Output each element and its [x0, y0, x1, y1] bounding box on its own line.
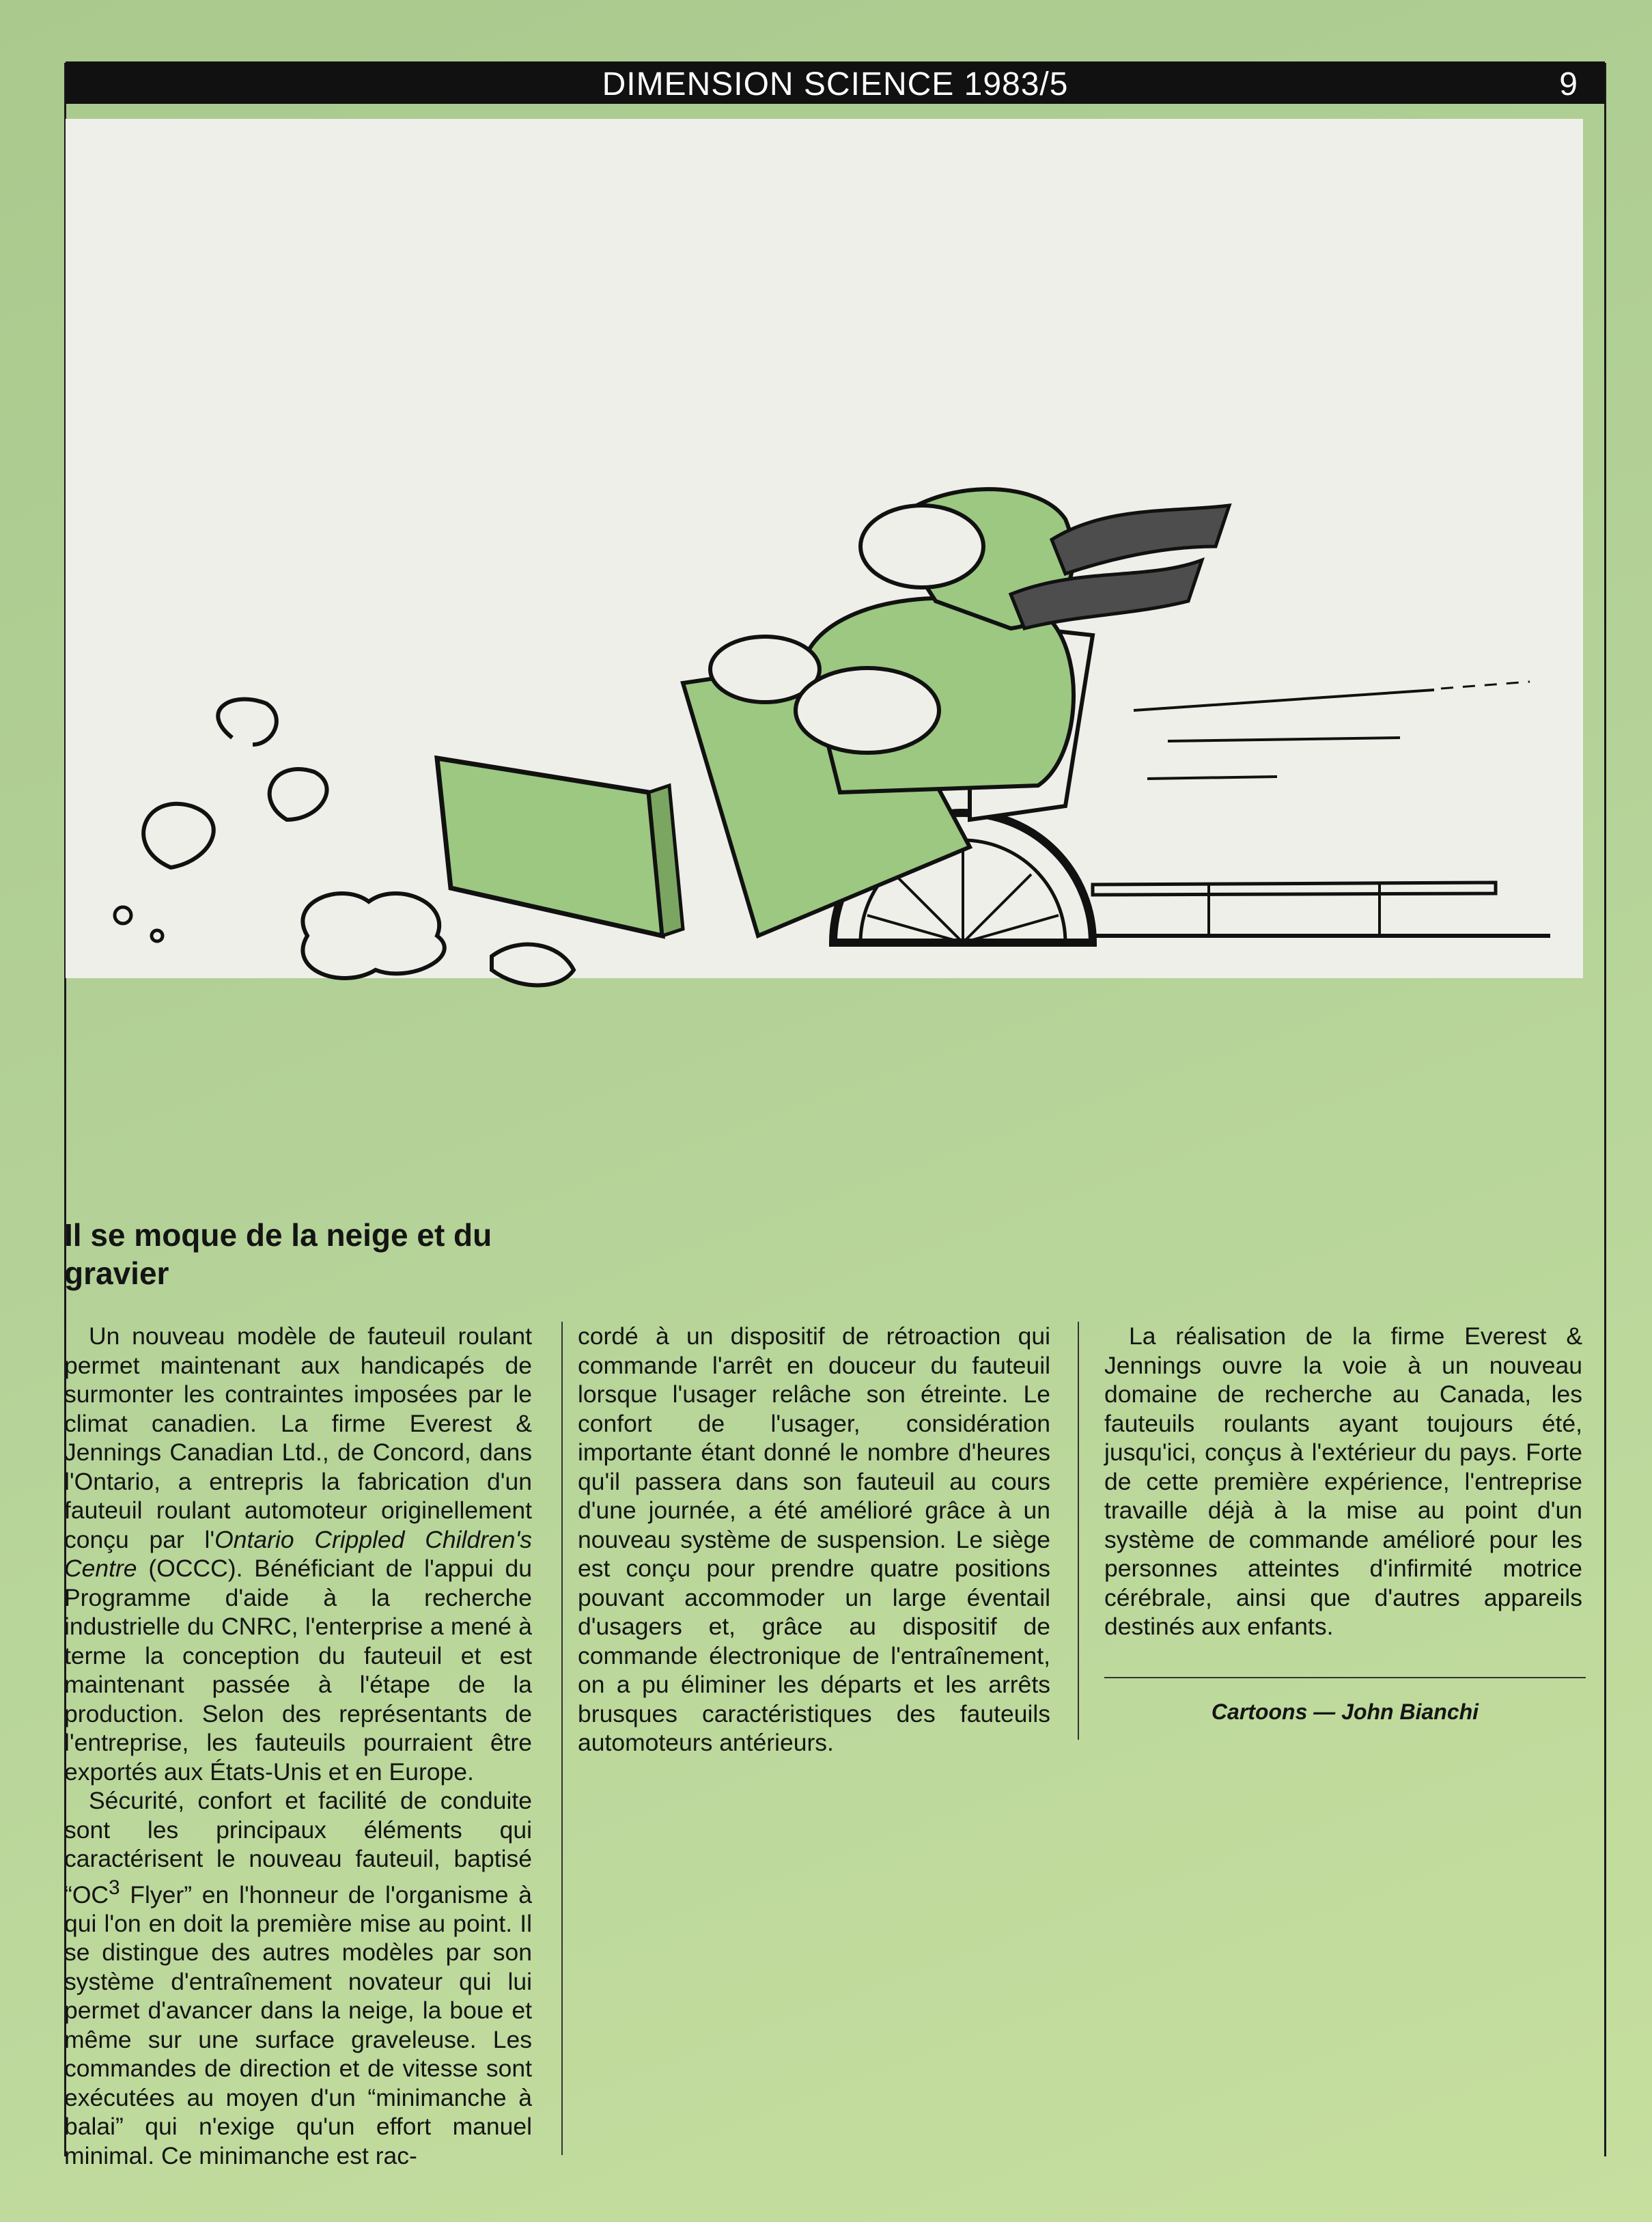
paragraph-2: Sécurité, confort et facilité de conduite sont les principaux éléments qui caractérisent le nouveau fauteuil, baptisé “$OC^3$ Flyer” en l'honneur de l'organisme à qui l'on en doit la première mise au point. Il se distingue des autres modèles par son système d'entraînement novateur qui lui permet d'avancer dans la neige, la boue et même sur une surface graveleuse. Les commandes de direction et de vitesse sont exécutées au moyen d'un “minimanche à balai” qui n'exige qu'un effort manuel minimal. Ce minimanche est rac-	[64, 1787, 532, 2169]
article-column-3	[1104, 1322, 1582, 1641]
article-column-2	[578, 1322, 1050, 1758]
paragraph-3: cordé à un dispositif de rétroaction qui commande l'arrêt en douceur du fauteuil lorsque l'usager relâche son étreinte. Le confort de l'usager, considération importante étant donné le nombre d'heures qu'il passera dans son fauteuil au cours d'une journée, a été amélioré grâce à un nouveau système de suspension. Le siège est conçu pour prendre quatre positions pouvant accommoder un large éventail d'usagers et, grâce au dispositif de commande électronique de l'entraînement, on a pu éliminer les départs et les arrêts brusques caractéristiques des fauteuils automoteurs antérieurs.	[578, 1322, 1050, 1756]
paragraph-4: La réalisation de la firme Everest & Jennings ouvre la voie à un nouveau domaine de recherche au Canada, les fauteuils roulants ayant toujours été, jusqu'ici, conçus à l'extérieur du pays. Forte de cette première expérience, l'entreprise travaille déjà à la mise au point d'un système de commande amélioré pour les personnes atteintes d'infirmité motrice cérébrale, ainsi que d'autres appareils destinés aux enfants.	[1104, 1322, 1582, 1640]
page-number: 9	[1559, 66, 1578, 102]
column-divider-2	[1078, 1322, 1079, 1740]
paragraph-1: Un nouveau modèle de fauteuil roulant permet maintenant aux handicapés de surmonter les contraintes imposées par le climat canadien. La firme Everest & Jennings Canadian Ltd., de Concord, dans l'Ontario, a entrepris la fabrication d'un fauteuil roulant automoteur originellement conçu par l'Ontario Crippled Children's Centre (OCCC). Bénéficiant de l'appui du Programme d'aide à la recherche industrielle du CNRC, l'enterprise a mené à terme la conception du fauteuil et est maintenant passée à l'étape de la production. Selon des représentants de l'entreprise, les fauteuils pourraient être exportés aux États-Unis et en Europe.	[64, 1322, 532, 1786]
credit-rule	[1104, 1677, 1586, 1678]
cartoon-snowplow-wheelchair-icon	[82, 464, 1571, 1079]
illustration-credit: Cartoons — John Bianchi	[1211, 1699, 1479, 1724]
running-header	[66, 61, 1605, 104]
superscript: 3	[109, 1876, 120, 1899]
organization-name: Ontario Crippled Children's Centre	[64, 1525, 532, 1582]
article-column-1	[64, 1322, 532, 2170]
right-frame-rule	[1604, 63, 1606, 2156]
journal-title: DIMENSION SCIENCE 1983/5	[602, 66, 1069, 102]
column-divider-1	[561, 1322, 563, 2155]
article-headline: Il se moque de la neige et du gravier	[64, 1217, 492, 1291]
